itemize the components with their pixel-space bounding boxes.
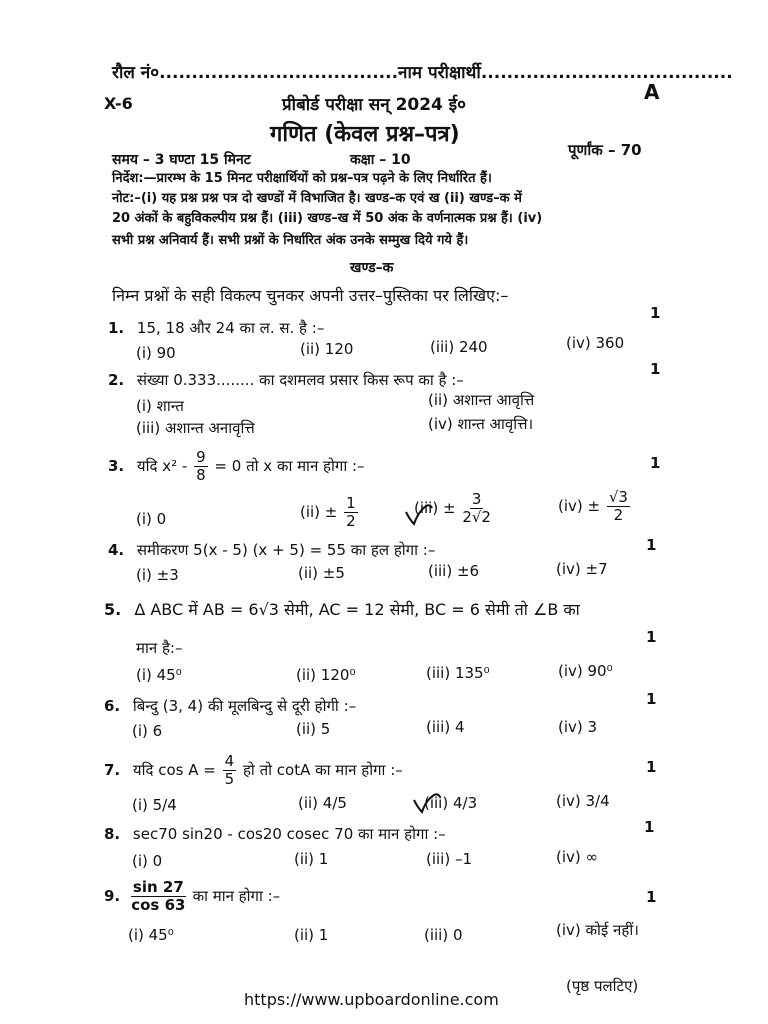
instruction-line: सभी प्रश्न अनिवार्य हैं। सभी प्रश्नों के निर्धारित अंक उनके सम्मुख दिये गये हैं।: [112, 233, 469, 248]
subject-title: गणित (केवल प्रश्न–पत्र): [270, 122, 460, 147]
option: [300, 496, 360, 529]
option: (iii) 0: [424, 926, 463, 944]
question-marks: 1: [646, 628, 657, 646]
max-marks: पूर्णांक – 70: [568, 141, 642, 159]
question-number: 6.: [104, 697, 121, 715]
option: (ii) अशान्त आवृत्ति: [428, 391, 535, 409]
section-heading: खण्ड–क: [350, 260, 394, 276]
instruction-line: नोट:–(i) यह प्रश्न प्रश्न पत्र दो खण्डों में विभाजित है। खण्ड–क एवं ख (ii) खण्ड–क में: [112, 191, 522, 206]
question-1: [108, 318, 324, 338]
option: (iii) 4/3: [424, 794, 478, 812]
section-direction: निम्न प्रश्नों के सही विकल्प चुनकर अपनी उत्तर–पुस्तिका पर लिखिए:–: [112, 286, 509, 305]
question-9: [104, 880, 280, 913]
question-8: [104, 824, 446, 844]
question-marks: 1: [646, 888, 657, 906]
question-5: [104, 598, 580, 620]
fraction-numerator: √3: [608, 488, 628, 506]
question-number: 5.: [104, 600, 122, 619]
option: (iii) 4: [426, 718, 465, 736]
instruction-line: निर्देश:—प्रारम्भ के 15 मिनट परीक्षार्थियों को प्रश्न–पत्र पढ़ने के लिए निर्धारित हैं।: [112, 171, 492, 186]
question-marks: 1: [646, 690, 657, 708]
fraction-numerator: 4: [224, 752, 235, 770]
instruction-line: 20 अंकों के बहुविकल्पीय प्रश्न हैं। (iii) खण्ड–ख में 50 अंक के वर्णनात्मक प्रश्न हैं। (iv): [112, 211, 543, 226]
option: (iii) 240: [430, 338, 488, 356]
question-marks: 1: [650, 454, 661, 472]
fraction: [131, 880, 186, 913]
question-text: संख्या 0.333........ का दशमलव प्रसार किस रूप का है :–: [136, 371, 464, 389]
option: (iv) 3: [558, 718, 598, 736]
question-2: [108, 370, 464, 390]
option: [558, 490, 632, 523]
option: (iii) 135⁰: [426, 664, 490, 682]
question-marks: 1: [644, 818, 655, 836]
question-text: बिन्दु (3, 4) की मूलबिन्दु से दूरी होगी :–: [132, 697, 357, 715]
question-number: 7.: [104, 761, 121, 779]
option: (ii) 120⁰: [296, 666, 356, 684]
option: (iii) अशान्त अनावृत्ति: [136, 419, 255, 437]
option: (ii) 120: [300, 340, 354, 358]
option: (ii) ±5: [298, 564, 345, 582]
exam-class: कक्षा – 10: [350, 152, 411, 168]
option: (i) 0: [136, 510, 167, 528]
question-text: = 0 तो x का मान होगा :–: [214, 457, 365, 475]
option: (iv) कोई नहीं।: [556, 921, 639, 939]
option: (ii) 1: [294, 926, 329, 944]
option: (iv) ∞: [556, 848, 599, 866]
question-marks: 1: [646, 536, 657, 554]
fraction-denominator: 8: [196, 466, 206, 484]
tick-mark-icon: [404, 500, 434, 528]
exam-time: समय – 3 घण्टा 15 मिनट: [112, 152, 251, 168]
question-number: 4.: [108, 541, 125, 559]
fraction: [223, 754, 237, 787]
question-number: 8.: [104, 825, 121, 843]
option-label: (ii) ±: [300, 503, 338, 521]
fraction-denominator: 2: [346, 512, 356, 530]
exam-title: प्रीबोर्ड परीक्षा सन् 2024 ई०: [282, 95, 466, 115]
fraction-numerator: 3: [471, 490, 482, 508]
turn-over-note: (पृष्ठ पलटिए): [566, 977, 639, 995]
tick-mark-icon: [412, 790, 442, 816]
question-text: 15, 18 और 24 का ल. स. है :–: [136, 319, 325, 337]
question-number: 1.: [108, 319, 125, 337]
option: (i) 45⁰: [136, 666, 182, 684]
option: (i) ±3: [136, 566, 179, 584]
question-text: Δ ABC में AB = 6√3 सेमी, AC = 12 सेमी, BC = 6 सेमी तो ∠B का: [134, 600, 580, 619]
question-6: [104, 696, 356, 716]
option: (iii) –1: [426, 850, 473, 868]
option: (i) शान्त: [136, 397, 184, 415]
question-text: समीकरण 5(x - 5) (x + 5) = 55 का हल होगा :–: [136, 541, 436, 559]
question-4: [108, 540, 435, 560]
option-label: (iv) ±: [558, 497, 601, 515]
option: (ii) 4/5: [298, 794, 347, 812]
fraction-numerator: 1: [346, 494, 356, 512]
option: (iv) 360: [566, 334, 625, 352]
question-number: 2.: [108, 371, 125, 389]
option: (i) 6: [132, 722, 163, 740]
fraction-denominator: 5: [224, 770, 235, 788]
question-number: 9.: [104, 887, 121, 905]
question-marks: 1: [646, 758, 657, 776]
question-text: यदि x² -: [136, 457, 188, 475]
fraction: [194, 450, 208, 483]
option-label: (iii) ±: [414, 499, 456, 517]
fraction-denominator: 2√2: [462, 508, 491, 526]
paper-code: X-6: [104, 94, 133, 113]
option: (iv) 90⁰: [558, 662, 613, 680]
footer-url[interactable]: https://www.upboardonline.com: [244, 990, 499, 1009]
option: (i) 45⁰: [128, 926, 174, 944]
question-3: [108, 450, 365, 483]
question-number: 3.: [108, 457, 125, 475]
question-text: मान है:–: [136, 639, 183, 657]
paper-set: A: [644, 80, 660, 104]
fraction-numerator: sin 27: [132, 878, 184, 896]
question-marks: 1: [650, 304, 661, 322]
fraction-denominator: 2: [613, 506, 624, 524]
option: (iv) 3/4: [556, 792, 610, 810]
question-text: sec70 sin20 - cos20 cosec 70 का मान होगा :–: [132, 825, 446, 843]
option: (iv) ±7: [556, 560, 608, 578]
roll-name-line: रौल नं०.....................................नाम परीक्षार्थी.......................................: [112, 63, 733, 83]
question-7: [104, 754, 403, 787]
fraction-numerator: 9: [196, 448, 206, 466]
option: (i) 5/4: [132, 796, 177, 814]
option: (iii) ±6: [428, 562, 480, 580]
option: (ii) 5: [296, 720, 331, 738]
question-text: यदि cos A =: [132, 761, 216, 779]
option: (i) 0: [132, 852, 163, 870]
fraction-denominator: cos 63: [131, 896, 186, 914]
question-marks: 1: [650, 360, 661, 378]
option: (ii) 1: [294, 850, 329, 868]
option: (iv) शान्त आवृत्ति।: [428, 415, 534, 433]
question-text: का मान होगा :–: [192, 887, 281, 905]
question-text: हो तो cotA का मान होगा :–: [242, 761, 403, 779]
option: (i) 90: [136, 344, 176, 362]
